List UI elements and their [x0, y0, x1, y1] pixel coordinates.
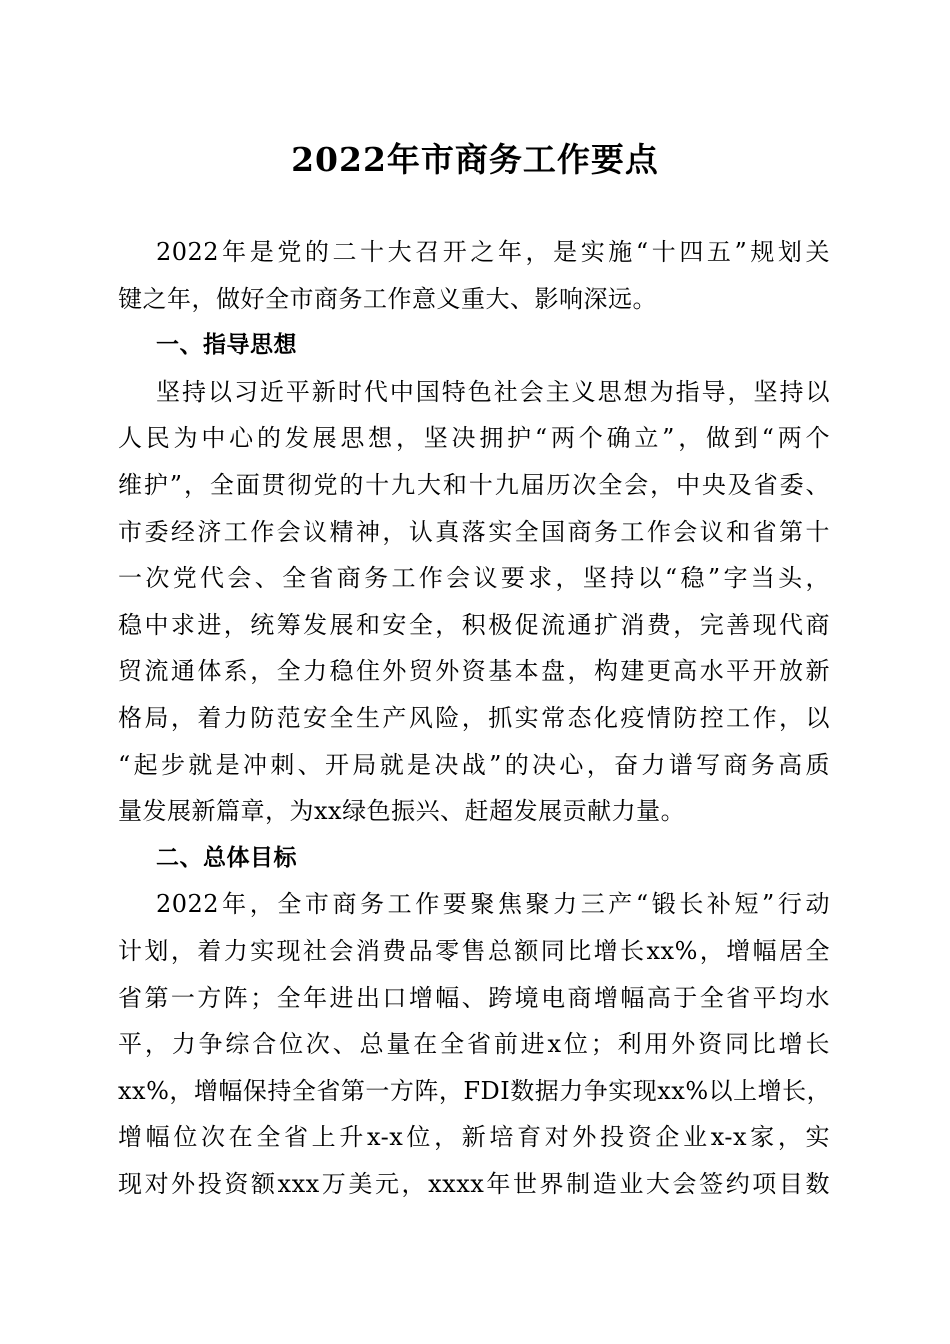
section2-paragraph-line: 增幅位次在全省上升x-x位，新培育对外投资企业x-x家，实 [118, 1123, 830, 1152]
intro-paragraph-line: 2022年是党的二十大召开之年，是实施“十四五”规划关 [156, 238, 830, 266]
section2-paragraph-line: 省第一方阵；全年进出口增幅、跨境电商增幅高于全省平均水 [118, 983, 830, 1012]
section1-paragraph-line: 格局，着力防范安全生产风险，抓实常态化疫情防控工作，以 [118, 703, 830, 732]
document-title: 2022年市商务工作要点 [291, 140, 659, 179]
section1-paragraph-line: “起步就是冲刺、开局就是决战”的决心，奋力谱写商务高质 [118, 750, 830, 779]
section-heading-guiding-ideology: 一、指导思想 [156, 332, 297, 359]
intro-paragraph-line: 键之年，做好全市商务工作意义重大、影响深远。 [118, 284, 657, 313]
section1-paragraph-line: 稳中求进，统筹发展和安全，积极促流通扩消费，完善现代商 [118, 610, 830, 639]
section2-paragraph-line: 计划，着力实现社会消费品零售总额同比增长xx%，增幅居全 [118, 936, 830, 965]
section1-paragraph-line: 市委经济工作会议精神，认真落实全国商务工作会议和省第十 [118, 517, 830, 546]
section1-paragraph-line: 人民为中心的发展思想，坚决拥护“两个确立”，做到“两个 [118, 424, 830, 453]
section2-paragraph-line: 平，力争综合位次、总量在全省前进x位；利用外资同比增长 [118, 1030, 830, 1059]
section1-paragraph-line: 量发展新篇章，为xx绿色振兴、赶超发展贡献力量。 [118, 797, 686, 826]
section-heading-overall-goals: 二、总体目标 [156, 844, 297, 871]
section1-paragraph-line: 贸流通体系，全力稳住外贸外资基本盘，构建更高水平开放新 [118, 657, 830, 686]
section1-paragraph-line: 坚持以习近平新时代中国特色社会主义思想为指导，坚持以 [156, 377, 830, 406]
section2-paragraph-line: 现对外投资额xxx万美元，xxxx年世界制造业大会签约项目数 [118, 1169, 830, 1198]
section1-paragraph-line: 维护”，全面贯彻党的十九大和十九届历次全会，中央及省委、 [118, 470, 830, 499]
section2-paragraph-line: 2022年，全市商务工作要聚焦聚力三产“锻长补短”行动 [156, 890, 830, 919]
document-body [118, 229, 830, 1207]
section2-paragraph-line: xx%，增幅保持全省第一方阵，FDI数据力争实现xx%以上增长， [118, 1076, 832, 1105]
section1-paragraph-line: 一次党代会、全省商务工作会议要求，坚持以“稳”字当头， [118, 564, 830, 593]
